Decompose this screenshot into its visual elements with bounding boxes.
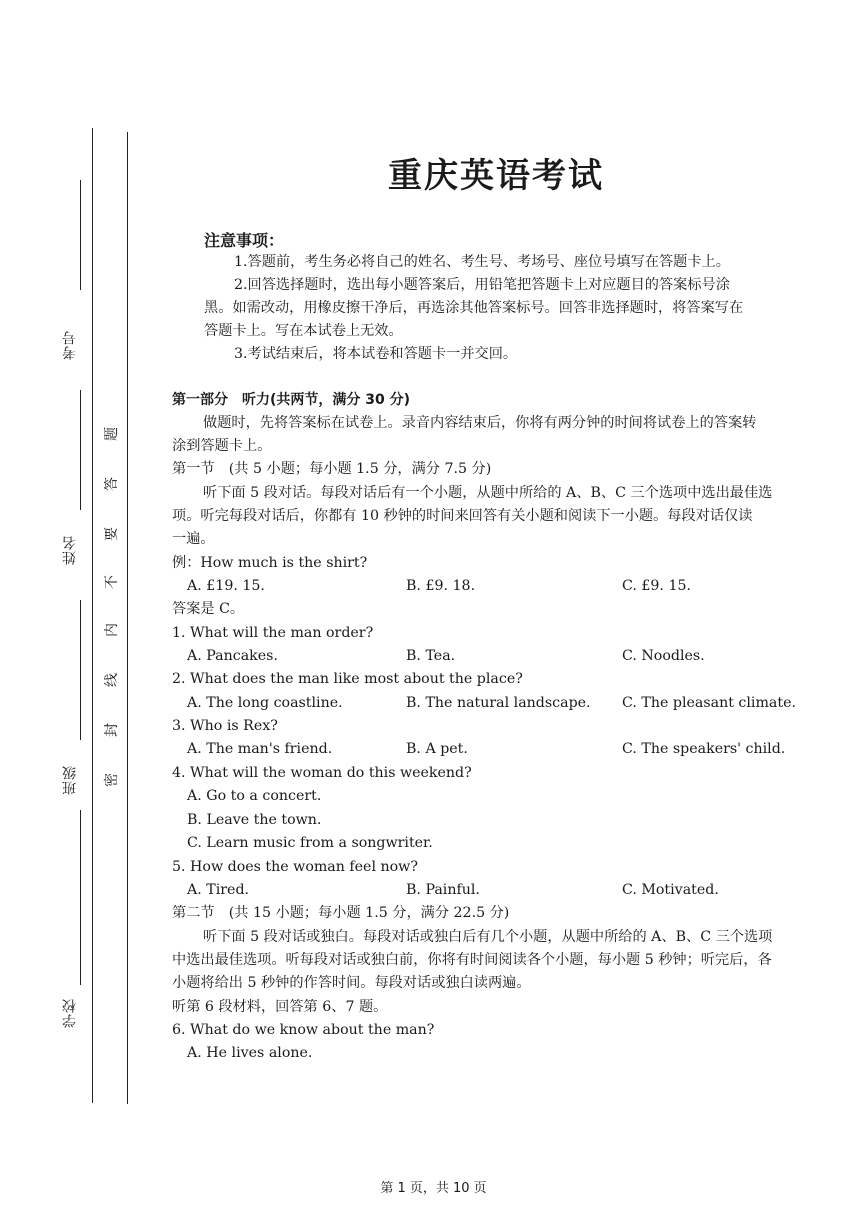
section1-heading: 第一节 (共 5 小题；每小题 1.5 分，满分 7.5 分)	[172, 461, 492, 477]
section2-instructions: 听下面 5 段对话或独白。每段对话或独白后有几个小题，从题中所给的 A、B、C 三个选项	[203, 929, 773, 945]
notice-item: 黑。如需改动，用橡皮擦干净后，再选涂其他答案标号。回答非选择题时，将答案写在	[204, 300, 744, 316]
option-b: B. Painful.	[406, 882, 480, 898]
option-a: A. The man's friend.	[187, 741, 333, 757]
section2-heading: 第二节 (共 15 小题；每小题 1.5 分，满分 22.5 分)	[172, 905, 510, 921]
notice-item: 3.考试结束后，将本试卷和答题卡一并交回。	[234, 346, 518, 362]
part1-heading: 第一部分 听力(共两节，满分 30 分)	[172, 392, 411, 408]
option-b: B. Leave the town.	[187, 812, 322, 828]
option-a: A. He lives alone.	[187, 1045, 313, 1061]
section1-instructions: 一遍。	[172, 531, 215, 547]
school-fill-line	[80, 810, 81, 985]
option-c: C. The speakers' child.	[622, 741, 786, 757]
exam-number-fill-line	[80, 180, 81, 290]
seal-char: 答	[104, 477, 120, 491]
example-option-c: C. £9. 15.	[622, 578, 692, 594]
question-2: 2. What does the man like most about the place?	[172, 671, 523, 687]
option-a: A. Tired.	[187, 882, 250, 898]
option-b: B. Tea.	[406, 648, 456, 664]
option-a: A. The long coastline.	[187, 695, 343, 711]
seal-char: 要	[104, 527, 120, 541]
question-1: 1. What will the man order?	[172, 625, 374, 641]
option-b: B. A pet.	[406, 741, 468, 757]
binding-line-outer	[92, 128, 93, 1103]
notice-heading: 注意事项：	[204, 231, 285, 250]
part1-intro: 做题时，先将答案标在试卷上。录音内容结束后，你将有两分钟的时间将试卷上的答案转	[203, 415, 757, 431]
school-label: 学校	[62, 998, 78, 1028]
question-5: 5. How does the woman feel now?	[172, 859, 418, 875]
page-number: 第 1 页，共 10 页	[380, 1181, 487, 1196]
material-note: 听第 6 段材料，回答第 6、7 题。	[172, 999, 388, 1015]
page-title: 重庆英语考试	[388, 156, 604, 196]
option-a: A. Go to a concert.	[187, 788, 322, 804]
name-label: 姓名	[62, 535, 78, 565]
question-4: 4. What will the woman do this weekend?	[172, 765, 472, 781]
part1-intro: 涂到答题卡上。	[172, 438, 272, 454]
class-label: 班级	[62, 765, 78, 795]
section2-instructions: 中选出最佳选项。听每段对话或独白前，你将有时间阅读各个小题，每小题 5 秒钟；听完后，各	[172, 952, 772, 968]
name-fill-line	[80, 390, 81, 510]
seal-char: 不	[104, 575, 120, 589]
section1-instructions: 听下面 5 段对话。每段对话后有一个小题，从题中所给的 A、B、C 三个选项中选出最佳选	[203, 485, 773, 501]
section1-instructions: 项。听完每段对话后，你都有 10 秒钟的时间来回答有关小题和阅读下一小题。每段对话仅读	[172, 508, 753, 524]
option-c: C. Learn music from a songwriter.	[187, 835, 433, 851]
notice-item: 答题卡上。写在本试卷上无效。	[204, 323, 403, 339]
example-option-a: A. £19. 15.	[187, 578, 265, 594]
exam-number-label: 考号	[62, 330, 78, 360]
section2-instructions: 小题将给出 5 秒钟的作答时间。每段对话或独白读两遍。	[172, 975, 531, 991]
seal-char: 密	[104, 773, 120, 787]
notice-item: 2.回答选择题时，选出每小题答案后，用铅笔把答题卡上对应题目的答案标号涂	[234, 277, 730, 293]
example-option-b: B. £9. 18.	[406, 578, 476, 594]
option-a: A. Pancakes.	[187, 648, 278, 664]
option-c: C. Noodles.	[622, 648, 705, 664]
option-c: C. The pleasant climate.	[622, 695, 796, 711]
class-fill-line	[80, 600, 81, 740]
seal-char: 内	[104, 623, 120, 637]
binding-line-inner	[127, 132, 128, 1104]
notice-item: 1.答题前，考生务必将自己的姓名、考生号、考场号、座位号填写在答题卡上。	[234, 254, 730, 270]
question-3: 3. Who is Rex?	[172, 718, 278, 734]
question-6: 6. What do we know about the man?	[172, 1022, 435, 1038]
seal-char: 封	[104, 723, 120, 737]
example-question: 例：How much is the shirt?	[172, 555, 368, 571]
example-answer: 答案是 C。	[172, 601, 245, 617]
option-c: C. Motivated.	[622, 882, 719, 898]
option-b: B. The natural landscape.	[406, 695, 591, 711]
seal-char: 线	[104, 673, 120, 687]
seal-char: 题	[104, 427, 120, 441]
